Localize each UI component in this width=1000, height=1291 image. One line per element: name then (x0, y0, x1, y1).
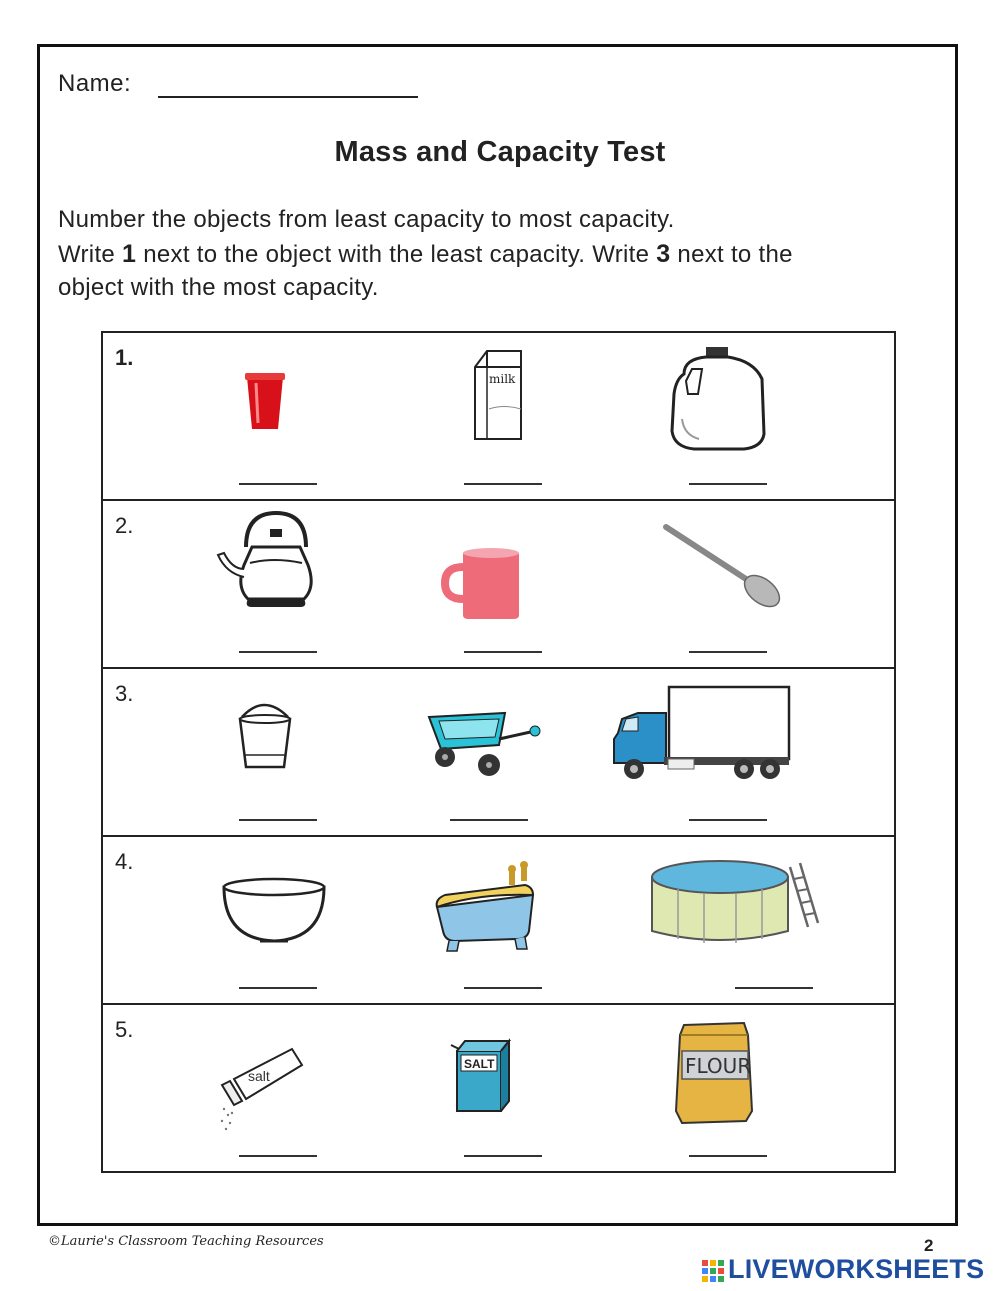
item-cell (648, 837, 778, 1003)
answer-blank[interactable] (689, 651, 767, 653)
instruction-line-1: Number the objects from least capacity to most capacity. (58, 206, 675, 233)
instruction-line-2 (58, 240, 793, 269)
least-number: 1 (122, 240, 137, 268)
item-cell (204, 669, 334, 835)
page-number: 2 (924, 1236, 934, 1255)
question-row-4 (103, 837, 894, 1005)
answer-blank[interactable] (464, 651, 542, 653)
answer-blank[interactable] (689, 483, 767, 485)
answer-blank[interactable] (735, 987, 813, 989)
spoon-icon (654, 507, 794, 627)
answer-blank[interactable] (239, 1155, 317, 1157)
salt-shaker-icon (204, 1011, 334, 1131)
item-cell (204, 501, 334, 667)
mug-icon (429, 507, 559, 627)
question-row-2 (103, 501, 894, 669)
bucket-icon (204, 675, 334, 795)
question-number: 4. (115, 849, 134, 874)
item-cell (204, 333, 334, 499)
item-cell (429, 501, 559, 667)
pool-icon (648, 843, 823, 963)
salt-shaker-label: salt (248, 1068, 270, 1084)
item-cell (204, 837, 334, 1003)
bowl-icon (204, 843, 334, 963)
question-number: 2. (115, 513, 134, 538)
item-cell (429, 333, 559, 499)
logo-square (702, 1276, 708, 1282)
liveworksheets-logo[interactable] (700, 1254, 995, 1286)
instruction-text: next to the object with the least capacity. Write (136, 241, 657, 268)
item-cell (429, 1005, 559, 1171)
question-number: 5. (115, 1017, 134, 1042)
logo-square (710, 1268, 716, 1274)
red-cup-icon (204, 339, 334, 459)
logo-square (718, 1276, 724, 1282)
answer-blank[interactable] (239, 483, 317, 485)
name-label: Name: (58, 70, 132, 97)
logo-square (718, 1260, 724, 1266)
item-cell (654, 333, 784, 499)
most-number: 3 (656, 240, 671, 268)
question-table (101, 331, 896, 1173)
question-number: 3. (115, 681, 134, 706)
salt-box-icon (429, 1011, 559, 1131)
instruction-line-3: object with the most capacity. (58, 274, 379, 301)
flour-sack-icon (654, 1011, 784, 1131)
logo-square (718, 1268, 724, 1274)
answer-blank[interactable] (239, 651, 317, 653)
question-number: 1. (115, 345, 134, 370)
instruction-text: next to the (670, 241, 793, 268)
wagon-icon (415, 675, 555, 795)
bathtub-icon (429, 843, 559, 963)
question-row-5 (103, 1005, 894, 1173)
answer-blank[interactable] (450, 819, 528, 821)
logo-square (710, 1260, 716, 1266)
item-cell (429, 837, 559, 1003)
truck-icon (608, 675, 798, 795)
item-cell (204, 1005, 334, 1171)
question-row-3 (103, 669, 894, 837)
answer-blank[interactable] (239, 987, 317, 989)
item-cell (415, 669, 545, 835)
instruction-text: Write (58, 241, 123, 268)
page-title: Mass and Capacity Test (334, 136, 666, 168)
item-cell (608, 669, 738, 835)
milk-carton-icon (429, 339, 559, 459)
copyright-notice: ©Laurie's Classroom Teaching Resources (48, 1234, 324, 1249)
logo-square (702, 1260, 708, 1266)
brand-name: LIVEWORKSHEETS (728, 1254, 985, 1284)
logo-square (710, 1276, 716, 1282)
gallon-jug-icon (654, 339, 784, 459)
answer-blank[interactable] (239, 819, 317, 821)
kettle-icon (204, 507, 334, 627)
question-row-1 (103, 333, 894, 501)
milk-label: milk (489, 372, 516, 386)
answer-blank[interactable] (689, 819, 767, 821)
answer-blank[interactable] (689, 1155, 767, 1157)
salt-box-label: SALT (464, 1057, 495, 1071)
item-cell (654, 501, 784, 667)
answer-blank[interactable] (464, 987, 542, 989)
logo-square (702, 1268, 708, 1274)
item-cell (654, 1005, 784, 1171)
answer-blank[interactable] (464, 483, 542, 485)
flour-label: FLOUR (685, 1054, 752, 1078)
answer-blank[interactable] (464, 1155, 542, 1157)
name-input-line[interactable] (158, 96, 418, 98)
